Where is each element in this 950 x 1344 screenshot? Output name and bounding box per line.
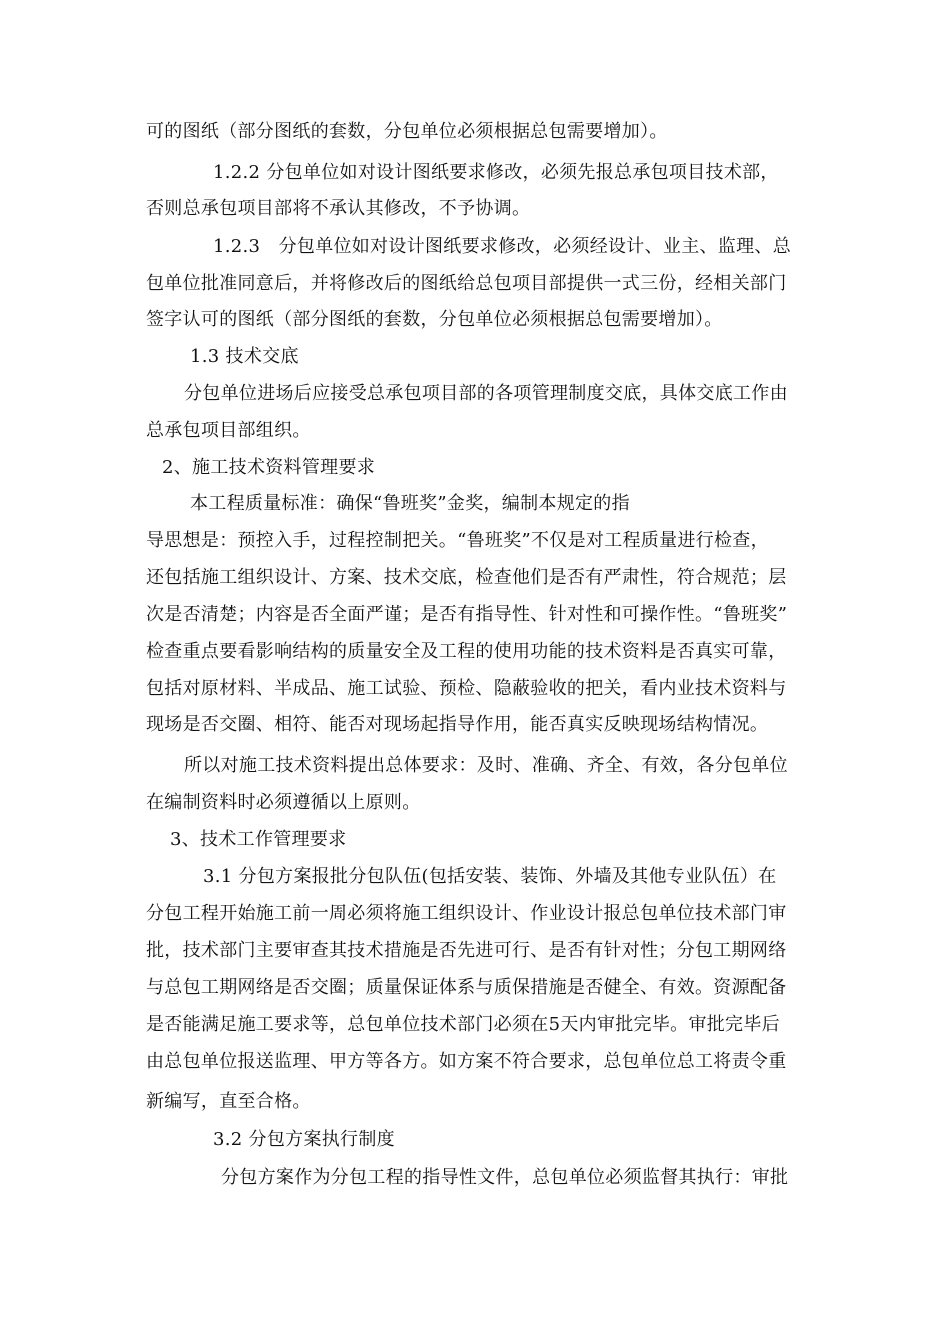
section-heading: 1.3 技术交底 bbox=[190, 346, 299, 367]
text-line: 本工程质量标准：确保“鲁班奖”金奖，编制本规定的指 bbox=[190, 493, 630, 514]
text-line: 由总包单位报送监理、甲方等各方。如方案不符合要求，总包单位总工将责令重 bbox=[146, 1051, 787, 1072]
section-heading: 2、施工技术资料管理要求 bbox=[162, 457, 376, 478]
text-line: 分包工程开始施工前一周必须将施工组织设计、作业设计报总包单位技术部门审 bbox=[146, 903, 787, 924]
text-line: 在编制资料时必须遵循以上原则。 bbox=[146, 792, 421, 813]
text-line: 包括对原材料、半成品、施工试验、预检、隐蔽验收的把关，看内业技术资料与 bbox=[146, 678, 787, 699]
text-line: 导思想是：预控入手，过程控制把关。“鲁班奖”不仅是对工程质量进行检查， bbox=[146, 530, 769, 551]
text-line: 签字认可的图纸（部分图纸的套数，分包单位必须根据总包需要增加）。 bbox=[146, 309, 723, 330]
text-line: 否则总承包项目部将不承认其修改，不予协调。 bbox=[146, 198, 531, 219]
text-line: 包单位批准同意后，并将修改后的图纸给总包项目部提供一式三份，经相关部门 bbox=[146, 273, 787, 294]
text-line: 检查重点要看影响结构的质量安全及工程的使用功能的技术资料是否真实可靠， bbox=[146, 641, 787, 662]
text-line: 1.2.3 分包单位如对设计图纸要求修改，必须经设计、业主、监理、总 bbox=[213, 236, 791, 257]
text-line: 分包单位进场后应接受总承包项目部的各项管理制度交底，具体交底工作由 bbox=[184, 383, 788, 404]
text-line: 3.1 分包方案报批分包队伍(包括安装、装饰、外墙及其他专业队伍）在 bbox=[203, 866, 777, 887]
text-line: 新编写，直至合格。 bbox=[146, 1091, 311, 1112]
text-line: 分包方案作为分包工程的指导性文件，总包单位必须监督其执行：审批 bbox=[221, 1167, 789, 1188]
section-heading: 3、技术工作管理要求 bbox=[170, 829, 347, 850]
text-line: 总承包项目部组织。 bbox=[146, 420, 311, 441]
text-line: 可的图纸（部分图纸的套数，分包单位必须根据总包需要增加）。 bbox=[146, 121, 668, 142]
text-line: 是否能满足施工要求等，总包单位技术部门必须在5天内审批完毕。审批完毕后 bbox=[146, 1014, 780, 1035]
text-line: 还包括施工组织设计、方案、技术交底，检查他们是否有严肃性，符合规范；层 bbox=[146, 567, 787, 588]
text-line: 1.2.2 分包单位如对设计图纸要求修改，必须先报总承包项目技术部， bbox=[213, 162, 779, 183]
text-line: 现场是否交圈、相符、能否对现场起指导作用，能否真实反映现场结构情况。 bbox=[146, 714, 769, 735]
text-line: 批，技术部门主要审查其技术措施是否先进可行、是否有针对性；分包工期网络 bbox=[146, 940, 787, 961]
text-line: 与总包工期网络是否交圈；质量保证体系与质保措施是否健全、有效。资源配备 bbox=[146, 977, 787, 998]
text-line: 次是否清楚；内容是否全面严谨；是否有指导性、针对性和可操作性。“鲁班奖” bbox=[146, 604, 788, 625]
text-line: 所以对施工技术资料提出总体要求：及时、准确、齐全、有效，各分包单位 bbox=[184, 755, 788, 776]
section-heading: 3.2 分包方案执行制度 bbox=[213, 1129, 395, 1150]
